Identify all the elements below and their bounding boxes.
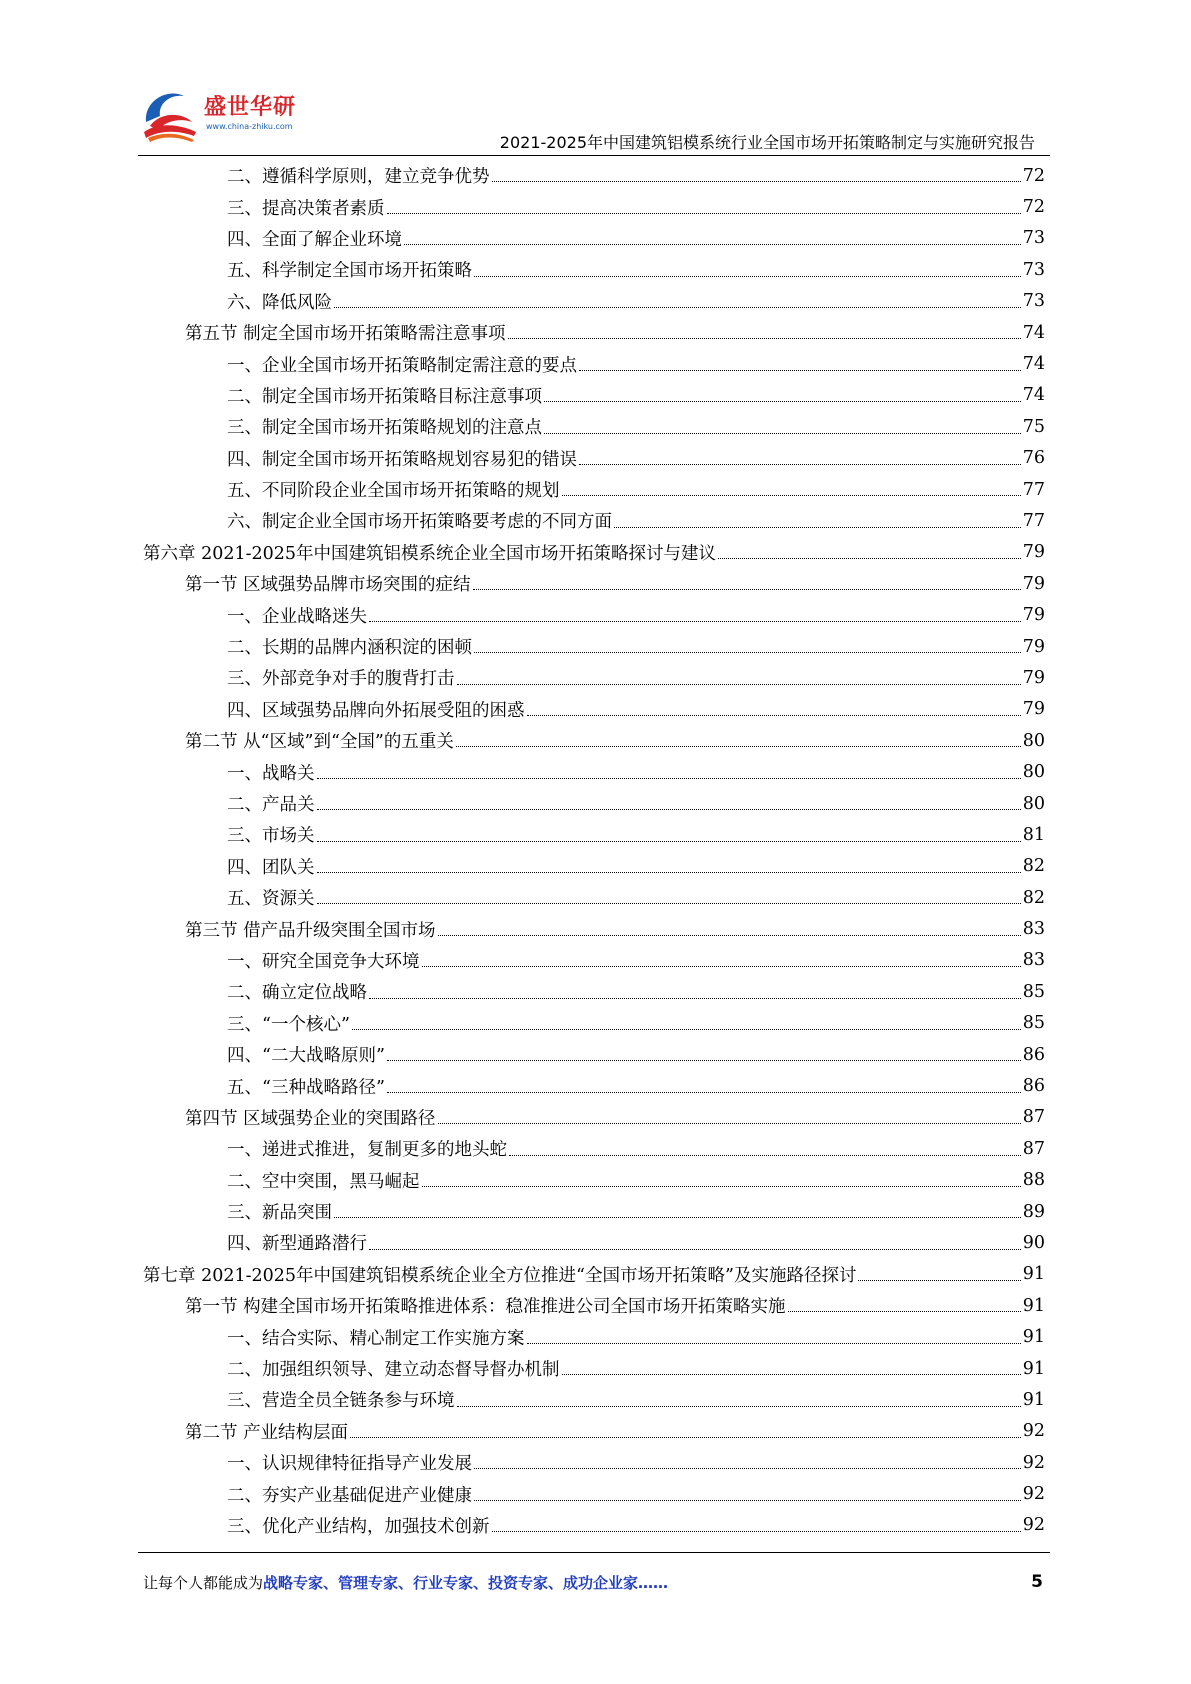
- toc-dot-leader: [387, 1091, 1021, 1093]
- toc-dot-leader: [334, 306, 1021, 308]
- toc-entry-page: 81: [1022, 824, 1045, 845]
- toc-dot-leader: [562, 1373, 1021, 1375]
- toc-entry-title: 第二节 从“区域”到“全国”的五重关: [185, 732, 454, 753]
- toc-entry[interactable]: [143, 694, 1045, 725]
- toc-entry-page: 72: [1022, 165, 1045, 186]
- toc-entry-title: 一、递进式推进，复制更多的地头蛇: [227, 1140, 507, 1161]
- toc-entry[interactable]: [143, 1133, 1045, 1164]
- toc-entry-title: 二、加强组织领导、建立动态督导督办机制: [227, 1360, 560, 1381]
- toc-entry[interactable]: [143, 1321, 1045, 1352]
- page-header: [0, 0, 1191, 150]
- toc-dot-leader: [858, 1279, 1020, 1281]
- toc-entry-page: 90: [1022, 1232, 1045, 1253]
- toc-dot-leader: [579, 369, 1021, 371]
- toc-entry-title: 四、区域强势品牌向外拓展受阻的困惑: [227, 700, 525, 721]
- toc-entry-page: 88: [1022, 1170, 1045, 1191]
- toc-entry-page: 86: [1022, 1044, 1045, 1065]
- toc-entry-title: 第五节 制定全国市场开拓策略需注意事项: [185, 324, 506, 345]
- toc-entry-title: 二、夯实产业基础促进产业健康: [227, 1485, 472, 1506]
- toc-entry[interactable]: [143, 756, 1045, 787]
- toc-dot-leader: [317, 808, 1021, 810]
- toc-entry-title: 四、新型通路潜行: [227, 1234, 367, 1255]
- toc-entry-title: 三、新品突围: [227, 1203, 332, 1224]
- toc-entry[interactable]: [143, 1384, 1045, 1415]
- toc-entry-page: 74: [1022, 385, 1045, 406]
- toc-entry-page: 85: [1022, 981, 1045, 1002]
- table-of-contents: [143, 160, 1045, 1541]
- toc-entry-title: 三、优化产业结构，加强技术创新: [227, 1516, 490, 1537]
- toc-dot-leader: [352, 1028, 1021, 1030]
- toc-entry-page: 87: [1022, 1138, 1045, 1159]
- toc-dot-leader: [718, 557, 1021, 559]
- toc-entry[interactable]: [143, 599, 1045, 630]
- toc-entry-page: 74: [1022, 322, 1045, 343]
- toc-dot-leader: [508, 337, 1021, 339]
- toc-entry[interactable]: [143, 443, 1045, 474]
- toc-entry-page: 86: [1022, 1076, 1045, 1097]
- logo-url: www.china-zhiku.com: [206, 122, 293, 131]
- toc-entry-title: 一、战略关: [227, 763, 315, 784]
- toc-entry-title: 三、“一个核心”: [227, 1014, 350, 1035]
- toc-entry-title: 一、认识规律特征指导产业发展: [227, 1454, 472, 1475]
- toc-entry-title: 四、“二大战略原则”: [227, 1046, 385, 1067]
- toc-entry-title: 一、研究全国竞争大环境: [227, 951, 420, 972]
- toc-dot-leader: [474, 275, 1021, 277]
- toc-entry-page: 72: [1022, 197, 1045, 218]
- toc-entry-title: 一、企业全国市场开拓策略制定需注意的要点: [227, 355, 577, 376]
- toc-entry-page: 87: [1022, 1107, 1045, 1128]
- toc-entry-page: 79: [1022, 542, 1045, 563]
- toc-entry[interactable]: [143, 913, 1045, 944]
- toc-entry[interactable]: [143, 1478, 1045, 1509]
- toc-dot-leader: [422, 1185, 1021, 1187]
- toc-entry[interactable]: [143, 1259, 1045, 1290]
- toc-entry-title: 二、空中突围，黑马崛起: [227, 1171, 420, 1192]
- toc-entry-page: 77: [1022, 510, 1045, 531]
- toc-entry[interactable]: [143, 631, 1045, 662]
- toc-dot-leader: [438, 934, 1021, 936]
- toc-entry-title: 三、制定全国市场开拓策略规划的注意点: [227, 418, 542, 439]
- company-logo: [138, 82, 308, 146]
- toc-entry[interactable]: [143, 1510, 1045, 1541]
- toc-entry-page: 79: [1022, 605, 1045, 626]
- toc-entry-page: 80: [1022, 793, 1045, 814]
- toc-entry-title: 二、遵循科学原则，建立竞争优势: [227, 167, 490, 188]
- toc-dot-leader: [456, 745, 1021, 747]
- toc-dot-leader: [457, 683, 1021, 685]
- toc-entry-page: 92: [1022, 1515, 1045, 1536]
- toc-entry-page: 85: [1022, 1013, 1045, 1034]
- toc-entry-title: 五、资源关: [227, 889, 315, 910]
- footer-slogan-prefix: 让每个人都能成为: [143, 1574, 264, 1592]
- toc-entry[interactable]: [143, 1165, 1045, 1196]
- toc-entry-title: 第六章 2021-2025年中国建筑铝模系统企业全国市场开拓策略探讨与建议: [143, 543, 717, 564]
- toc-entry-title: 二、确立定位战略: [227, 983, 367, 1004]
- toc-entry-page: 80: [1022, 762, 1045, 783]
- toc-entry[interactable]: [143, 945, 1045, 976]
- toc-entry-page: 77: [1022, 479, 1045, 500]
- toc-entry[interactable]: [143, 1008, 1045, 1039]
- toc-dot-leader: [438, 1122, 1021, 1124]
- toc-entry[interactable]: [143, 1196, 1045, 1227]
- toc-entry-page: 83: [1022, 950, 1045, 971]
- toc-entry-title: 三、市场关: [227, 826, 315, 847]
- toc-entry-page: 92: [1022, 1452, 1045, 1473]
- toc-dot-leader: [474, 1499, 1021, 1501]
- toc-entry-page: 73: [1022, 228, 1045, 249]
- toc-entry-title: 一、结合实际、精心制定工作实施方案: [227, 1328, 525, 1349]
- toc-dot-leader: [788, 1310, 1021, 1312]
- toc-entry[interactable]: [143, 474, 1045, 505]
- toc-dot-leader: [492, 180, 1021, 182]
- toc-entry[interactable]: [143, 411, 1045, 442]
- toc-entry[interactable]: [143, 380, 1045, 411]
- toc-entry-page: 82: [1022, 887, 1045, 908]
- toc-entry[interactable]: [143, 976, 1045, 1007]
- toc-dot-leader: [579, 463, 1021, 465]
- toc-entry-title: 第七章 2021-2025年中国建筑铝模系统企业全方位推进“全国市场开拓策略”及实施路径探讨: [143, 1265, 857, 1286]
- toc-entry-page: 92: [1022, 1421, 1045, 1442]
- toc-entry-page: 91: [1022, 1295, 1045, 1316]
- toc-entry-page: 80: [1022, 730, 1045, 751]
- toc-entry[interactable]: [143, 1070, 1045, 1101]
- toc-entry-title: 二、制定全国市场开拓策略目标注意事项: [227, 386, 542, 407]
- toc-entry[interactable]: [143, 348, 1045, 379]
- toc-entry-title: 五、不同阶段企业全国市场开拓策略的规划: [227, 481, 560, 502]
- toc-entry-title: 五、“三种战略路径”: [227, 1077, 385, 1098]
- toc-entry[interactable]: [143, 725, 1045, 756]
- toc-entry-title: 第一节 区域强势品牌市场突围的症结: [185, 575, 471, 596]
- toc-dot-leader: [492, 1530, 1021, 1532]
- page-number: 5: [1031, 1572, 1043, 1592]
- toc-entry[interactable]: [143, 1353, 1045, 1384]
- toc-entry[interactable]: [143, 160, 1045, 191]
- toc-entry-page: 89: [1022, 1201, 1045, 1222]
- toc-entry-page: 92: [1022, 1484, 1045, 1505]
- toc-dot-leader: [317, 777, 1021, 779]
- toc-entry[interactable]: [143, 851, 1045, 882]
- toc-entry-page: 91: [1022, 1389, 1045, 1410]
- toc-entry-page: 79: [1022, 636, 1045, 657]
- toc-entry-title: 第三节 借产品升级突围全国市场: [185, 920, 436, 941]
- toc-entry[interactable]: [143, 1290, 1045, 1321]
- report-title: 2021-2025年中国建筑铝模系统行业全国市场开拓策略制定与实施研究报告: [499, 133, 1035, 152]
- toc-entry-title: 第一节 构建全国市场开拓策略推进体系：稳准推进公司全国市场开拓策略实施: [185, 1297, 786, 1318]
- toc-dot-leader: [369, 620, 1021, 622]
- toc-entry-page: 79: [1022, 699, 1045, 720]
- page-footer: [143, 1572, 1043, 1593]
- logo-text: 盛世华研: [204, 95, 297, 120]
- toc-entry-title: 四、全面了解企业环境: [227, 229, 402, 250]
- footer-slogan-emphasis: 战略专家、管理专家、行业专家、投资专家、成功企业家……: [263, 1574, 669, 1592]
- toc-entry-page: 74: [1022, 354, 1045, 375]
- toc-dot-leader: [527, 714, 1021, 716]
- toc-entry[interactable]: [143, 223, 1045, 254]
- toc-entry-page: 91: [1022, 1327, 1045, 1348]
- toc-entry-title: 二、产品关: [227, 795, 315, 815]
- toc-entry-page: 73: [1022, 291, 1045, 312]
- toc-dot-leader: [369, 997, 1021, 999]
- toc-entry-title: 第二节 产业结构层面: [185, 1422, 349, 1443]
- toc-entry[interactable]: [143, 317, 1045, 348]
- toc-dot-leader: [544, 400, 1021, 402]
- toc-entry[interactable]: [143, 662, 1045, 693]
- toc-entry[interactable]: [143, 788, 1045, 819]
- toc-entry[interactable]: [143, 568, 1045, 599]
- toc-entry-title: 一、企业战略迷失: [227, 606, 367, 627]
- toc-entry-title: 五、科学制定全国市场开拓策略: [227, 261, 472, 282]
- toc-dot-leader: [562, 494, 1021, 496]
- footer-slogan: [143, 1572, 668, 1593]
- toc-entry-page: 75: [1022, 416, 1045, 437]
- toc-entry[interactable]: [143, 819, 1045, 850]
- toc-entry-page: 73: [1022, 259, 1045, 280]
- logo-emblem-icon: [138, 82, 202, 146]
- toc-entry-title: 三、外部竞争对手的腹背打击: [227, 669, 455, 690]
- toc-entry-title: 三、提高决策者素质: [227, 198, 385, 219]
- toc-entry-title: 六、降低风险: [227, 292, 332, 313]
- toc-dot-leader: [527, 1342, 1021, 1344]
- toc-dot-leader: [350, 1436, 1021, 1438]
- toc-dot-leader: [544, 432, 1021, 434]
- toc-entry-page: 79: [1022, 573, 1045, 594]
- toc-dot-leader: [404, 243, 1021, 245]
- footer-divider: [138, 1552, 1050, 1553]
- toc-dot-leader: [614, 526, 1021, 528]
- toc-entry-page: 82: [1022, 856, 1045, 877]
- toc-entry-title: 四、团队关: [227, 857, 315, 878]
- toc-dot-leader: [317, 902, 1021, 904]
- toc-dot-leader: [369, 1248, 1021, 1250]
- toc-entry-title: 第四节 区域强势企业的突围路径: [185, 1108, 436, 1129]
- toc-entry[interactable]: [143, 882, 1045, 913]
- toc-entry-page: 91: [1022, 1358, 1045, 1379]
- toc-entry[interactable]: [143, 254, 1045, 285]
- toc-entry[interactable]: [143, 1227, 1045, 1258]
- toc-entry[interactable]: [143, 286, 1045, 317]
- toc-dot-leader: [387, 1059, 1021, 1061]
- toc-entry[interactable]: [143, 191, 1045, 222]
- toc-entry[interactable]: [143, 1447, 1045, 1478]
- toc-entry[interactable]: [143, 1039, 1045, 1070]
- toc-entry-title: 六、制定企业全国市场开拓策略要考虑的不同方面: [227, 512, 612, 533]
- toc-entry-title: 三、营造全员全链条参与环境: [227, 1391, 455, 1412]
- toc-dot-leader: [473, 588, 1021, 590]
- toc-entry[interactable]: [143, 1416, 1045, 1447]
- toc-dot-leader: [509, 1154, 1021, 1156]
- header-divider: [138, 155, 1050, 156]
- toc-entry[interactable]: [143, 537, 1045, 568]
- toc-dot-leader: [457, 1405, 1021, 1407]
- toc-entry-page: 83: [1022, 919, 1045, 940]
- toc-entry-page: 91: [1022, 1264, 1045, 1285]
- toc-dot-leader: [317, 840, 1021, 842]
- toc-dot-leader: [422, 965, 1021, 967]
- toc-dot-leader: [387, 212, 1021, 214]
- toc-entry-page: 79: [1022, 667, 1045, 688]
- toc-entry-title: 二、长期的品牌内涵积淀的困顿: [227, 638, 472, 659]
- toc-entry-title: 四、制定全国市场开拓策略规划容易犯的错误: [227, 449, 577, 470]
- toc-dot-leader: [317, 871, 1021, 873]
- toc-dot-leader: [474, 1467, 1021, 1469]
- toc-entry[interactable]: [143, 505, 1045, 536]
- toc-entry[interactable]: [143, 1102, 1045, 1133]
- toc-dot-leader: [474, 651, 1021, 653]
- toc-entry-page: 76: [1022, 448, 1045, 469]
- toc-dot-leader: [334, 1216, 1021, 1218]
